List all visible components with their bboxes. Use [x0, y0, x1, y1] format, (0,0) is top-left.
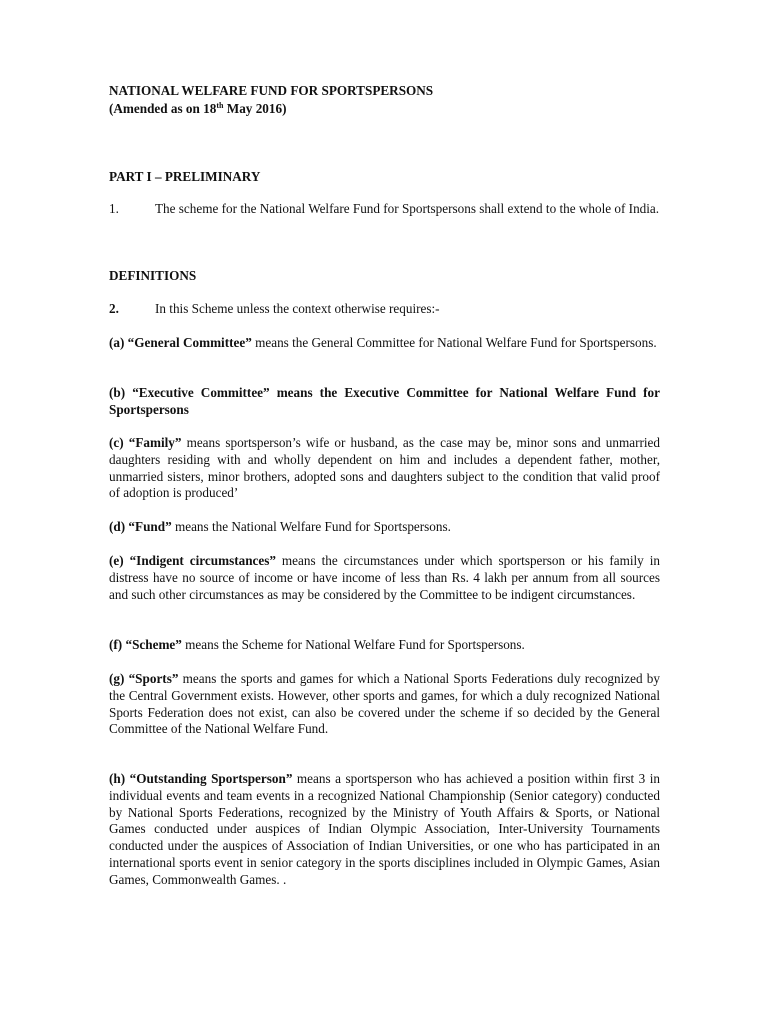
definition-item-c: [109, 435, 660, 502]
definition-item-a: [109, 335, 660, 352]
clause-number: 2.: [109, 301, 119, 316]
definition-term: (h) “Outstanding Sportsperson”: [109, 771, 293, 786]
definition-text: means the Scheme for National Welfare Fund for Sportspersons.: [181, 637, 525, 652]
definition-text: means a sportsperson who has achieved a position within first 3 in individual events and team events in a recognized National Championship (Senior category) conducted by National Sports Federations, recognized by the Ministry of Youth Affairs & Sports, or National Games conducted under auspices of Indian Olympic Association, Inter-University Tournaments conducted under the auspices of Association of Indian Universities, or one who has participated in an international sports event in senior category in the sports disciplines included in Olympic Games, Asian Games, Commonwealth Games. .: [109, 771, 660, 887]
definition-term: (b) “Executive Committee” means the Executive Committee for National Welfare Fund for Sportspersons: [109, 385, 660, 417]
clause-text: In this Scheme unless the context otherwise requires:-: [155, 301, 440, 316]
definition-text: means sportsperson’s wife or husband, as the case may be, minor sons and unmarried daughters residing with and wholly dependent on him and includes a dependent father, mother, unmarried sisters, minor brothers, adopted sons and daughters subject to the condition that valid proof of adoption is produced’: [109, 435, 660, 501]
clause-2: [109, 301, 660, 318]
definition-term: (c) “Family”: [109, 435, 182, 450]
definition-item-d: [109, 519, 660, 536]
definition-text: means the National Welfare Fund for Sportspersons.: [171, 519, 451, 534]
definition-term: (f) “Scheme”: [109, 637, 182, 652]
definition-term: (g) “Sports”: [109, 671, 179, 686]
clause-text: The scheme for the National Welfare Fund for Sportspersons shall extend to the whole of India.: [155, 201, 660, 216]
definition-item-f: [109, 637, 660, 654]
definition-term: (d) “Fund”: [109, 519, 172, 534]
definitions-heading: DEFINITIONS: [109, 268, 197, 283]
definition-item-b: [109, 385, 660, 419]
definition-text: means the circumstances under which sportsperson or his family in distress have no source of income or have income of less than Rs. 4 lakh per annum from all sources and such other circumstances as may be considered by the Committee to be indigent circumstances.: [109, 553, 660, 602]
definition-text: means the sports and games for which a National Sports Federations duly recognized by the Central Government exists. However, other sports and games, for which a duly recognized National Sports Federation does not exist, can also be covered under the scheme if so decided by the General Committee of the National Welfare Fund.: [109, 671, 660, 737]
definition-term: (e) “Indigent circumstances”: [109, 553, 276, 568]
definition-item-g: [109, 671, 660, 738]
clause-1: [109, 201, 660, 218]
definition-text: means the General Committee for National Welfare Fund for Sportspersons.: [251, 335, 657, 350]
definition-term: (a) “General Committee”: [109, 335, 252, 350]
title-line-2: (Amended as on 18th May 2016): [109, 101, 287, 116]
document-title: [109, 82, 433, 118]
title-line-1: NATIONAL WELFARE FUND FOR SPORTSPERSONS: [109, 83, 434, 98]
clause-number: 1.: [109, 201, 119, 216]
definition-item-h: [109, 771, 660, 889]
definition-item-e: [109, 553, 660, 603]
part-heading: PART I – PRELIMINARY: [109, 169, 261, 184]
